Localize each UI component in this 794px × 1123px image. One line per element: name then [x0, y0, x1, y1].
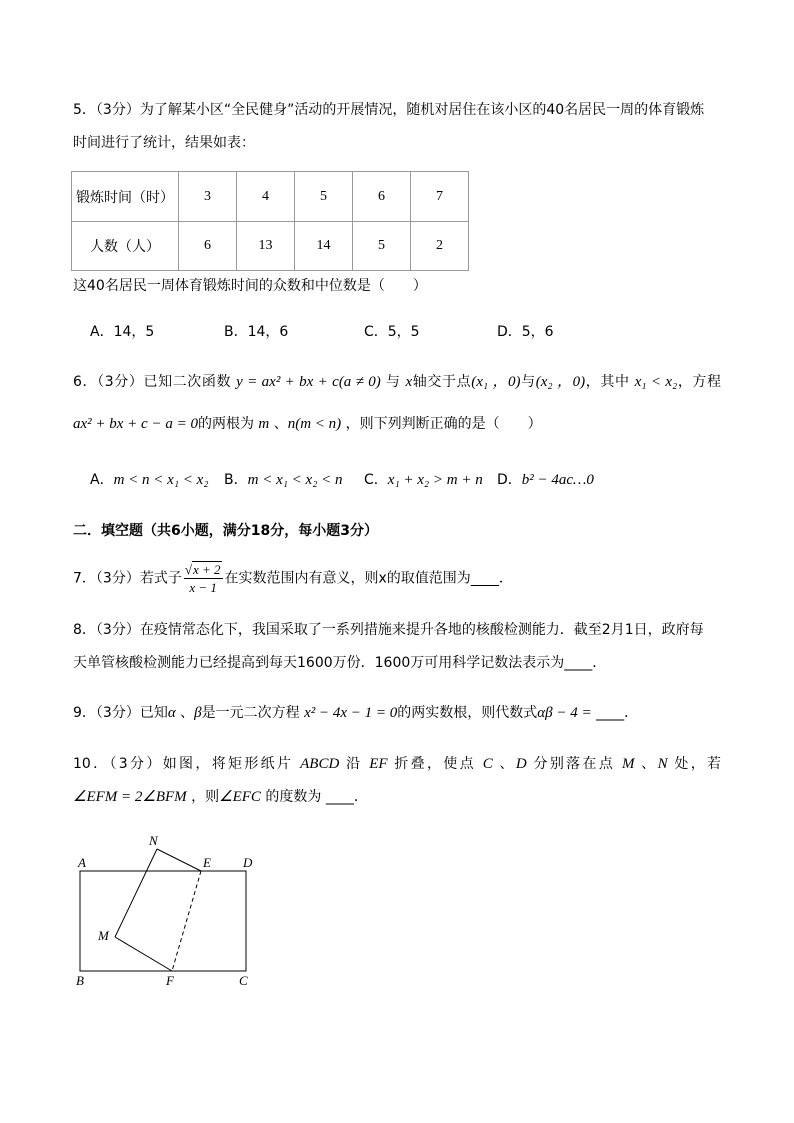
q7-fraction	[184, 562, 223, 595]
q7-prefix: 7．（3分）若式子	[73, 570, 182, 587]
q6-options	[0, 470, 794, 490]
q6-equation: ax² + bx + c − a = 0	[73, 416, 198, 432]
label-e: E	[203, 855, 211, 870]
q10-text: 的度数为	[260, 789, 326, 805]
label-m: M	[98, 928, 109, 943]
label-d: D	[243, 855, 253, 870]
table-cell-hour: 7	[411, 172, 469, 222]
q5-data-table	[71, 171, 469, 271]
q6-stem-line2	[73, 414, 542, 434]
label-f: F	[166, 973, 174, 988]
q10-end: ．	[353, 789, 368, 805]
fraction-denominator: x − 1	[189, 580, 217, 595]
label-n: N	[149, 833, 158, 848]
q10-condition: ∠EFM = 2∠BFM	[73, 789, 187, 805]
q9-text: 是一元二次方程	[201, 705, 305, 721]
q7-stem	[73, 562, 513, 594]
option-letter: A．	[90, 472, 114, 488]
table-header-hours: 锻炼时间（时）	[72, 172, 179, 222]
option-letter: D．	[497, 472, 522, 488]
q6-root-n: n(m < n)	[287, 416, 342, 432]
q7-end: ．	[498, 570, 513, 587]
label-a: A	[78, 855, 86, 870]
q10-text: 处，若	[667, 756, 722, 772]
q10-text: 折叠，使点	[387, 756, 483, 772]
table-cell-hour: 3	[179, 172, 237, 222]
table-cell-hour: 4	[237, 172, 295, 222]
q5-option-d: D．5，6	[497, 324, 554, 340]
q10-point-c: C	[482, 756, 493, 772]
q5-option-b: B．14，6	[224, 324, 289, 340]
answer-blank: ____	[470, 570, 499, 587]
table-cell-count: 5	[353, 222, 411, 271]
q6-text: 与	[380, 374, 406, 390]
q10-text: 、	[634, 756, 658, 772]
q10-point-d: D	[515, 756, 527, 772]
q6-text: 的两根为	[197, 416, 259, 432]
q5-options	[0, 322, 794, 342]
q9-end: ．	[624, 705, 639, 721]
q9-text: 、	[175, 705, 195, 721]
option-expression: b² − 4ac…0	[521, 472, 594, 488]
table-cell-count: 14	[295, 222, 353, 271]
q6-function: y = ax² + bx + c(a ≠ 0)	[236, 374, 381, 390]
label-c: C	[239, 973, 248, 988]
fraction-numerator	[184, 562, 223, 579]
option-expression: x₁ + x₂ > m + n	[387, 472, 483, 488]
radicand: x + 2	[192, 562, 221, 577]
q10-target-angle: ∠EFC	[219, 789, 261, 805]
q9-text: 的两实数根，则代数式	[397, 705, 538, 721]
option-expression: m < n < x₁ < x₂	[113, 472, 209, 488]
radical-sign: √	[184, 562, 192, 577]
q10-stem-line2	[73, 787, 368, 807]
q8-text: 天单管核酸检测能力已经提高到每天1600万份．1600万可用科学记数法表示为	[73, 655, 565, 671]
section-title-fill-in: 二．填空题（共6小题，满分18分，每小题3分）	[73, 523, 378, 539]
rectangle-abcd	[80, 871, 246, 971]
table-cell-count: 13	[237, 222, 295, 271]
q9-expression: αβ − 4 =	[537, 705, 592, 721]
q6-option-d	[497, 470, 594, 490]
answer-blank: ____	[564, 655, 593, 671]
q6-stem-line1	[73, 372, 721, 392]
q9-prefix: 9．（3分）已知	[73, 705, 168, 721]
q8-stem-line1: 8．（3分）在疫情常态化下，我国采取了一系列措施来提升各地的核酸检测能力．截至2月1日，政府每	[73, 622, 704, 638]
q6-point1: (x₁ ，0)	[471, 374, 521, 390]
q5-question: 这40名居民一周体育锻炼时间的众数和中位数是（ ）	[73, 278, 427, 294]
q9-stem	[73, 703, 638, 723]
q8-stem-line2	[73, 653, 606, 673]
fold-line-ef	[172, 871, 201, 971]
option-letter: B．	[224, 472, 248, 488]
q9-beta: β	[194, 705, 202, 721]
q6-text: ，方程	[677, 374, 722, 390]
table-cell-hour: 5	[295, 172, 353, 222]
q5-stem-line1: 5．（3分）为了解某小区“全民健身”活动的开展情况，随机对居住在该小区的40名居民一周的体育锻炼	[73, 102, 705, 118]
table-cell-count: 2	[411, 222, 469, 271]
segment-nm	[115, 849, 157, 937]
option-letter: C．	[364, 472, 388, 488]
table-cell-count: 6	[179, 222, 237, 271]
q5-option-c: C．5，5	[364, 324, 420, 340]
q6-option-a	[90, 470, 209, 490]
q6-text: 与	[520, 374, 536, 390]
table-row-hours	[72, 172, 469, 222]
segment-mf	[115, 937, 172, 971]
q6-var-x: x	[405, 374, 413, 390]
q5-option-a: A．14，5	[90, 324, 155, 340]
answer-blank: ____	[591, 705, 625, 721]
segment-ne	[157, 849, 201, 871]
table-row-counts	[72, 222, 469, 271]
label-b: B	[76, 973, 84, 988]
q10-text: 沿	[339, 756, 370, 772]
q8-end: ．	[592, 655, 607, 671]
q6-text: ，则下列判断正确的是（ ）	[341, 416, 542, 432]
q6-prefix: 6．（3分）已知二次函数	[73, 374, 237, 390]
q10-text: ，则	[186, 789, 220, 805]
q10-fold: EF	[369, 756, 388, 772]
q6-option-b	[224, 470, 343, 490]
q5-stem-line2: 时间进行了统计，结果如表：	[73, 135, 255, 151]
option-expression: m < x₁ < x₂ < n	[247, 472, 343, 488]
q9-alpha: α	[167, 705, 176, 721]
table-cell-hour: 6	[353, 172, 411, 222]
q6-root-m: m	[258, 416, 270, 432]
q10-stem-line1	[73, 754, 721, 774]
q10-point-n: N	[657, 756, 668, 772]
q7-suffix: 在实数范围内有意义，则x的取值范围为	[224, 570, 471, 587]
q10-folded-rectangle-figure	[70, 830, 260, 995]
q6-text: 轴交于点	[412, 374, 472, 390]
q10-rect: ABCD	[300, 756, 340, 772]
q10-prefix: 10．（3分）如图，将矩形纸片	[73, 756, 301, 772]
q6-text: 、	[269, 416, 288, 432]
q9-equation: x² − 4x − 1 = 0	[304, 705, 398, 721]
answer-blank: ____	[325, 789, 354, 805]
q10-point-m: M	[621, 756, 635, 772]
q6-point2: (x₂ ，0)	[535, 374, 586, 390]
q10-text: 、	[492, 756, 516, 772]
q6-condition: x₁ < x₂	[634, 374, 678, 390]
table-header-counts: 人数（人）	[72, 222, 179, 271]
q10-text: 分别落在点	[526, 756, 622, 772]
q6-text: ，其中	[585, 374, 635, 390]
q6-option-c	[364, 470, 483, 490]
